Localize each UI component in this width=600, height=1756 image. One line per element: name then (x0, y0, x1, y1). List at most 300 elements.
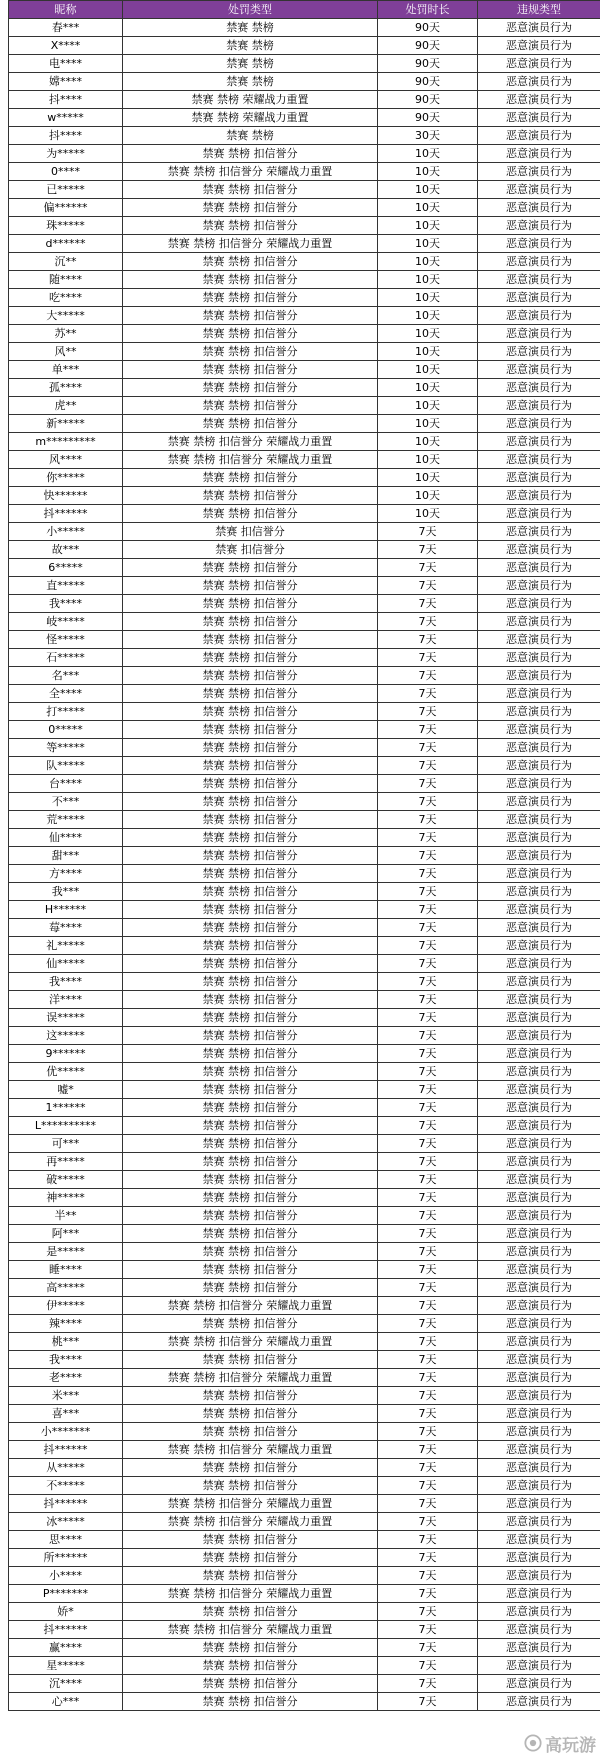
cell-violation-type: 恶意演员行为 (478, 1225, 600, 1243)
cell-penalty-duration: 10天 (378, 487, 478, 505)
table-row (9, 739, 600, 757)
cell-nickname: 吃**** (9, 289, 123, 307)
cell-violation-type: 恶意演员行为 (478, 307, 600, 325)
table-row (9, 505, 600, 523)
cell-penalty-type: 禁赛 禁榜 扣信誉分 (123, 901, 378, 919)
table-row (9, 1171, 600, 1189)
table-row (9, 1387, 600, 1405)
cell-penalty-type: 禁赛 禁榜 扣信誉分 (123, 505, 378, 523)
table-row (9, 667, 600, 685)
cell-penalty-duration: 7天 (378, 1225, 478, 1243)
cell-penalty-duration: 7天 (378, 613, 478, 631)
cell-violation-type: 恶意演员行为 (478, 1567, 600, 1585)
cell-penalty-duration: 7天 (378, 1369, 478, 1387)
table-row (9, 811, 600, 829)
cell-penalty-duration: 90天 (378, 109, 478, 127)
table-row (9, 361, 600, 379)
cell-violation-type: 恶意演员行为 (478, 991, 600, 1009)
cell-penalty-duration: 10天 (378, 307, 478, 325)
cell-violation-type: 恶意演员行为 (478, 775, 600, 793)
cell-penalty-type: 禁赛 禁榜 扣信誉分 (123, 199, 378, 217)
cell-penalty-duration: 10天 (378, 433, 478, 451)
cell-nickname: 米*** (9, 1387, 123, 1405)
cell-penalty-duration: 7天 (378, 1117, 478, 1135)
table-row (9, 379, 600, 397)
table-row (9, 1315, 600, 1333)
cell-violation-type: 恶意演员行为 (478, 73, 600, 91)
cell-nickname: 故*** (9, 541, 123, 559)
cell-penalty-duration: 7天 (378, 1387, 478, 1405)
cell-violation-type: 恶意演员行为 (478, 217, 600, 235)
cell-violation-type: 恶意演员行为 (478, 487, 600, 505)
column-header-violation-type: 违规类型 (478, 1, 600, 19)
cell-penalty-type: 禁赛 禁榜 扣信誉分 (123, 1675, 378, 1693)
cell-penalty-duration: 10天 (378, 397, 478, 415)
cell-violation-type: 恶意演员行为 (478, 1189, 600, 1207)
table-header-row (9, 1, 600, 19)
cell-violation-type: 恶意演员行为 (478, 757, 600, 775)
table-row (9, 865, 600, 883)
cell-nickname: 半** (9, 1207, 123, 1225)
cell-nickname: 怪***** (9, 631, 123, 649)
table-row (9, 937, 600, 955)
cell-nickname: 桃*** (9, 1333, 123, 1351)
cell-nickname: X**** (9, 37, 123, 55)
cell-nickname: 虎** (9, 397, 123, 415)
cell-nickname: 是***** (9, 1243, 123, 1261)
cell-violation-type: 恶意演员行为 (478, 685, 600, 703)
table-row (9, 1027, 600, 1045)
cell-penalty-duration: 7天 (378, 1171, 478, 1189)
cell-violation-type: 恶意演员行为 (478, 649, 600, 667)
cell-nickname: 苏** (9, 325, 123, 343)
cell-penalty-type: 禁赛 禁榜 扣信誉分 (123, 1657, 378, 1675)
cell-penalty-type: 禁赛 禁榜 扣信誉分 (123, 1153, 378, 1171)
cell-penalty-duration: 7天 (378, 1261, 478, 1279)
cell-violation-type: 恶意演员行为 (478, 1531, 600, 1549)
cell-nickname: 冰***** (9, 1513, 123, 1531)
table-row (9, 559, 600, 577)
cell-penalty-duration: 7天 (378, 1423, 478, 1441)
cell-penalty-type: 禁赛 禁榜 (123, 55, 378, 73)
cell-violation-type: 恶意演员行为 (478, 1441, 600, 1459)
cell-penalty-duration: 7天 (378, 1621, 478, 1639)
cell-penalty-type: 禁赛 禁榜 扣信誉分 (123, 1243, 378, 1261)
cell-penalty-type: 禁赛 禁榜 扣信誉分 (123, 775, 378, 793)
table-row (9, 343, 600, 361)
cell-nickname: 我**** (9, 595, 123, 613)
cell-nickname: 赢**** (9, 1639, 123, 1657)
cell-penalty-type: 禁赛 禁榜 扣信誉分 (123, 631, 378, 649)
cell-nickname: 不*** (9, 793, 123, 811)
cell-penalty-type: 禁赛 禁榜 扣信誉分 (123, 685, 378, 703)
cell-penalty-type: 禁赛 禁榜 (123, 127, 378, 145)
table-row (9, 1567, 600, 1585)
gamepad-logo-icon (524, 1734, 542, 1752)
cell-violation-type: 恶意演员行为 (478, 937, 600, 955)
table-row (9, 577, 600, 595)
cell-penalty-type: 禁赛 禁榜 扣信誉分 (123, 577, 378, 595)
table-row (9, 289, 600, 307)
table-row (9, 199, 600, 217)
cell-penalty-type: 禁赛 禁榜 扣信誉分 (123, 1063, 378, 1081)
cell-penalty-duration: 7天 (378, 1189, 478, 1207)
cell-penalty-duration: 10天 (378, 289, 478, 307)
cell-penalty-duration: 10天 (378, 379, 478, 397)
cell-penalty-type: 禁赛 禁榜 扣信誉分 (123, 847, 378, 865)
cell-penalty-duration: 7天 (378, 1153, 478, 1171)
table-row (9, 883, 600, 901)
cell-violation-type: 恶意演员行为 (478, 1171, 600, 1189)
cell-penalty-duration: 7天 (378, 1603, 478, 1621)
cell-nickname: 0***** (9, 721, 123, 739)
cell-violation-type: 恶意演员行为 (478, 1513, 600, 1531)
cell-penalty-type: 禁赛 扣信誉分 (123, 541, 378, 559)
cell-penalty-type: 禁赛 禁榜 扣信誉分 (123, 1225, 378, 1243)
cell-violation-type: 恶意演员行为 (478, 1081, 600, 1099)
cell-nickname: m********* (9, 433, 123, 451)
cell-violation-type: 恶意演员行为 (478, 1063, 600, 1081)
table-row (9, 631, 600, 649)
cell-nickname: 队***** (9, 757, 123, 775)
cell-nickname: 抖****** (9, 505, 123, 523)
cell-nickname: 9****** (9, 1045, 123, 1063)
table-row (9, 1405, 600, 1423)
cell-penalty-type: 禁赛 禁榜 扣信誉分 荣耀战力重置 (123, 433, 378, 451)
cell-penalty-duration: 7天 (378, 865, 478, 883)
cell-violation-type: 恶意演员行为 (478, 1027, 600, 1045)
cell-violation-type: 恶意演员行为 (478, 343, 600, 361)
cell-nickname: 6***** (9, 559, 123, 577)
table-row (9, 487, 600, 505)
cell-penalty-duration: 7天 (378, 667, 478, 685)
cell-violation-type: 恶意演员行为 (478, 109, 600, 127)
cell-violation-type: 恶意演员行为 (478, 1369, 600, 1387)
cell-penalty-duration: 7天 (378, 541, 478, 559)
cell-violation-type: 恶意演员行为 (478, 325, 600, 343)
cell-nickname: 偏****** (9, 199, 123, 217)
table-row (9, 469, 600, 487)
cell-penalty-type: 禁赛 禁榜 扣信誉分 (123, 1189, 378, 1207)
table-row (9, 1333, 600, 1351)
cell-nickname: 星***** (9, 1657, 123, 1675)
cell-nickname: 全**** (9, 685, 123, 703)
cell-violation-type: 恶意演员行为 (478, 1207, 600, 1225)
cell-violation-type: 恶意演员行为 (478, 667, 600, 685)
table-row (9, 73, 600, 91)
cell-penalty-duration: 30天 (378, 127, 478, 145)
cell-nickname: 荒***** (9, 811, 123, 829)
cell-violation-type: 恶意演员行为 (478, 19, 600, 37)
cell-nickname: w***** (9, 109, 123, 127)
cell-nickname: 沉** (9, 253, 123, 271)
cell-violation-type: 恶意演员行为 (478, 1351, 600, 1369)
cell-penalty-type: 禁赛 禁榜 扣信誉分 荣耀战力重置 (123, 235, 378, 253)
cell-nickname: 喜*** (9, 1405, 123, 1423)
watermark-text: 高玩游 (545, 1735, 596, 1756)
cell-penalty-type: 禁赛 禁榜 (123, 37, 378, 55)
cell-penalty-type: 禁赛 禁榜 扣信誉分 (123, 469, 378, 487)
cell-penalty-type: 禁赛 禁榜 扣信誉分 (123, 865, 378, 883)
cell-violation-type: 恶意演员行为 (478, 1315, 600, 1333)
cell-violation-type: 恶意演员行为 (478, 883, 600, 901)
table-row (9, 1639, 600, 1657)
table-row (9, 1261, 600, 1279)
table-row (9, 703, 600, 721)
table-row (9, 37, 600, 55)
table-row (9, 1549, 600, 1567)
table-row (9, 1081, 600, 1099)
cell-nickname: 高***** (9, 1279, 123, 1297)
cell-penalty-duration: 7天 (378, 1027, 478, 1045)
cell-penalty-duration: 7天 (378, 1567, 478, 1585)
cell-penalty-duration: 7天 (378, 1405, 478, 1423)
column-header-nickname: 昵称 (9, 1, 123, 19)
cell-penalty-type: 禁赛 禁榜 扣信誉分 (123, 973, 378, 991)
cell-penalty-type: 禁赛 禁榜 扣信誉分 荣耀战力重置 (123, 1585, 378, 1603)
cell-nickname: 老**** (9, 1369, 123, 1387)
cell-nickname: 从***** (9, 1459, 123, 1477)
cell-violation-type: 恶意演员行为 (478, 865, 600, 883)
cell-violation-type: 恶意演员行为 (478, 739, 600, 757)
table-row (9, 19, 600, 37)
cell-penalty-type: 禁赛 禁榜 扣信誉分 (123, 595, 378, 613)
cell-penalty-type: 禁赛 禁榜 扣信誉分 (123, 667, 378, 685)
cell-violation-type: 恶意演员行为 (478, 1297, 600, 1315)
table-row (9, 793, 600, 811)
cell-penalty-duration: 7天 (378, 1315, 478, 1333)
cell-violation-type: 恶意演员行为 (478, 235, 600, 253)
cell-violation-type: 恶意演员行为 (478, 1477, 600, 1495)
cell-penalty-type: 禁赛 禁榜 扣信誉分 (123, 1693, 378, 1711)
cell-nickname: 嫦**** (9, 73, 123, 91)
cell-penalty-type: 禁赛 禁榜 扣信誉分 (123, 811, 378, 829)
table-row (9, 109, 600, 127)
cell-violation-type: 恶意演员行为 (478, 469, 600, 487)
cell-penalty-duration: 7天 (378, 1585, 478, 1603)
cell-nickname: 洋**** (9, 991, 123, 1009)
cell-nickname: 岐***** (9, 613, 123, 631)
cell-penalty-duration: 7天 (378, 1549, 478, 1567)
site-watermark (524, 1732, 596, 1754)
table-row (9, 901, 600, 919)
cell-nickname: 快****** (9, 487, 123, 505)
table-row (9, 1099, 600, 1117)
table-row (9, 1423, 600, 1441)
cell-penalty-type: 禁赛 禁榜 扣信誉分 (123, 1207, 378, 1225)
cell-penalty-duration: 7天 (378, 577, 478, 595)
cell-penalty-duration: 7天 (378, 1243, 478, 1261)
cell-penalty-type: 禁赛 禁榜 (123, 73, 378, 91)
cell-nickname: 所****** (9, 1549, 123, 1567)
cell-penalty-type: 禁赛 禁榜 扣信誉分 (123, 325, 378, 343)
cell-nickname: 甜*** (9, 847, 123, 865)
cell-penalty-duration: 10天 (378, 199, 478, 217)
cell-nickname: 我*** (9, 883, 123, 901)
cell-penalty-duration: 10天 (378, 325, 478, 343)
cell-nickname: 电**** (9, 55, 123, 73)
cell-nickname: 辣**** (9, 1315, 123, 1333)
table-row (9, 181, 600, 199)
table-row (9, 955, 600, 973)
cell-penalty-type: 禁赛 禁榜 扣信誉分 (123, 721, 378, 739)
table-row (9, 595, 600, 613)
cell-penalty-duration: 7天 (378, 829, 478, 847)
table-row (9, 1153, 600, 1171)
cell-penalty-type: 禁赛 禁榜 扣信誉分 (123, 757, 378, 775)
cell-penalty-type: 禁赛 禁榜 扣信誉分 (123, 343, 378, 361)
cell-nickname: 珠***** (9, 217, 123, 235)
cell-violation-type: 恶意演员行为 (478, 1117, 600, 1135)
table-row (9, 1369, 600, 1387)
cell-penalty-type: 禁赛 禁榜 扣信誉分 (123, 829, 378, 847)
table-row (9, 919, 600, 937)
cell-nickname: H****** (9, 901, 123, 919)
cell-nickname: d****** (9, 235, 123, 253)
cell-penalty-duration: 90天 (378, 73, 478, 91)
cell-penalty-type: 禁赛 禁榜 扣信誉分 (123, 253, 378, 271)
cell-penalty-duration: 7天 (378, 1081, 478, 1099)
cell-violation-type: 恶意演员行为 (478, 1495, 600, 1513)
cell-nickname: 台**** (9, 775, 123, 793)
cell-penalty-type: 禁赛 禁榜 扣信誉分 (123, 703, 378, 721)
cell-nickname: 等***** (9, 739, 123, 757)
table-row (9, 127, 600, 145)
cell-violation-type: 恶意演员行为 (478, 973, 600, 991)
table-row (9, 1207, 600, 1225)
table-row (9, 55, 600, 73)
cell-penalty-duration: 7天 (378, 991, 478, 1009)
cell-violation-type: 恶意演员行为 (478, 253, 600, 271)
cell-nickname: 这***** (9, 1027, 123, 1045)
cell-penalty-duration: 7天 (378, 1513, 478, 1531)
cell-penalty-duration: 7天 (378, 523, 478, 541)
cell-nickname: 为***** (9, 145, 123, 163)
cell-penalty-duration: 7天 (378, 1009, 478, 1027)
cell-penalty-duration: 7天 (378, 1495, 478, 1513)
cell-nickname: 0**** (9, 163, 123, 181)
cell-violation-type: 恶意演员行为 (478, 847, 600, 865)
cell-penalty-type: 禁赛 禁榜 荣耀战力重置 (123, 109, 378, 127)
cell-penalty-type: 禁赛 禁榜 扣信誉分 (123, 1315, 378, 1333)
cell-violation-type: 恶意演员行为 (478, 1549, 600, 1567)
cell-violation-type: 恶意演员行为 (478, 541, 600, 559)
cell-violation-type: 恶意演员行为 (478, 1603, 600, 1621)
table-row (9, 91, 600, 109)
cell-penalty-type: 禁赛 禁榜 扣信誉分 (123, 1117, 378, 1135)
cell-penalty-duration: 7天 (378, 793, 478, 811)
cell-penalty-type: 禁赛 禁榜 扣信誉分 (123, 1081, 378, 1099)
cell-penalty-type: 禁赛 禁榜 扣信誉分 (123, 379, 378, 397)
cell-violation-type: 恶意演员行为 (478, 91, 600, 109)
table-row (9, 235, 600, 253)
cell-violation-type: 恶意演员行为 (478, 415, 600, 433)
cell-nickname: 伊***** (9, 1297, 123, 1315)
cell-penalty-type: 禁赛 禁榜 扣信誉分 (123, 487, 378, 505)
table-row (9, 397, 600, 415)
cell-nickname: 思**** (9, 1531, 123, 1549)
cell-nickname: 小******* (9, 1423, 123, 1441)
table-row (9, 1243, 600, 1261)
cell-penalty-type: 禁赛 禁榜 扣信誉分 (123, 1477, 378, 1495)
cell-violation-type: 恶意演员行为 (478, 1693, 600, 1711)
table-row (9, 649, 600, 667)
cell-penalty-duration: 7天 (378, 1135, 478, 1153)
table-row (9, 541, 600, 559)
cell-penalty-type: 禁赛 禁榜 扣信誉分 (123, 793, 378, 811)
cell-penalty-type: 禁赛 禁榜 扣信誉分 荣耀战力重置 (123, 451, 378, 469)
cell-nickname: 大***** (9, 307, 123, 325)
cell-penalty-duration: 10天 (378, 217, 478, 235)
table-row (9, 847, 600, 865)
table-row (9, 775, 600, 793)
cell-violation-type: 恶意演员行为 (478, 1333, 600, 1351)
table-row (9, 721, 600, 739)
cell-nickname: L********** (9, 1117, 123, 1135)
cell-penalty-duration: 7天 (378, 1207, 478, 1225)
cell-nickname: 莓**** (9, 919, 123, 937)
cell-penalty-type: 禁赛 禁榜 扣信誉分 (123, 649, 378, 667)
cell-penalty-duration: 10天 (378, 181, 478, 199)
cell-nickname: 小***** (9, 523, 123, 541)
table-row (9, 1693, 600, 1711)
cell-violation-type: 恶意演员行为 (478, 127, 600, 145)
cell-nickname: 我**** (9, 1351, 123, 1369)
table-row (9, 1477, 600, 1495)
cell-penalty-duration: 7天 (378, 1693, 478, 1711)
table-row (9, 451, 600, 469)
cell-penalty-duration: 7天 (378, 1099, 478, 1117)
cell-penalty-type: 禁赛 禁榜 扣信誉分 (123, 397, 378, 415)
cell-penalty-type: 禁赛 禁榜 扣信誉分 (123, 919, 378, 937)
cell-penalty-duration: 10天 (378, 163, 478, 181)
table-row (9, 415, 600, 433)
cell-violation-type: 恶意演员行为 (478, 811, 600, 829)
cell-penalty-type: 禁赛 禁榜 扣信誉分 (123, 613, 378, 631)
cell-penalty-type: 禁赛 禁榜 扣信誉分 (123, 1603, 378, 1621)
table-row (9, 991, 600, 1009)
table-row (9, 1585, 600, 1603)
cell-nickname: 不***** (9, 1477, 123, 1495)
cell-penalty-type: 禁赛 禁榜 扣信誉分 (123, 937, 378, 955)
cell-violation-type: 恶意演员行为 (478, 163, 600, 181)
cell-nickname: 已***** (9, 181, 123, 199)
cell-nickname: 仙***** (9, 955, 123, 973)
cell-nickname: 心*** (9, 1693, 123, 1711)
table-row (9, 1495, 600, 1513)
cell-penalty-duration: 7天 (378, 811, 478, 829)
cell-penalty-duration: 7天 (378, 703, 478, 721)
cell-penalty-type: 禁赛 禁榜 扣信誉分 (123, 1279, 378, 1297)
cell-penalty-duration: 7天 (378, 739, 478, 757)
cell-violation-type: 恶意演员行为 (478, 505, 600, 523)
cell-nickname: 风**** (9, 451, 123, 469)
cell-penalty-type: 禁赛 禁榜 扣信誉分 (123, 1423, 378, 1441)
cell-nickname: 名*** (9, 667, 123, 685)
cell-penalty-type: 禁赛 禁榜 扣信誉分 (123, 559, 378, 577)
table-row (9, 523, 600, 541)
table-row (9, 1675, 600, 1693)
cell-penalty-duration: 7天 (378, 1675, 478, 1693)
cell-penalty-type: 禁赛 扣信誉分 (123, 523, 378, 541)
table-row (9, 1009, 600, 1027)
cell-penalty-type: 禁赛 禁榜 扣信誉分 (123, 181, 378, 199)
cell-violation-type: 恶意演员行为 (478, 1675, 600, 1693)
cell-penalty-duration: 7天 (378, 595, 478, 613)
cell-penalty-type: 禁赛 禁榜 扣信誉分 荣耀战力重置 (123, 1333, 378, 1351)
cell-penalty-duration: 10天 (378, 235, 478, 253)
cell-penalty-type: 禁赛 禁榜 扣信誉分 (123, 1171, 378, 1189)
